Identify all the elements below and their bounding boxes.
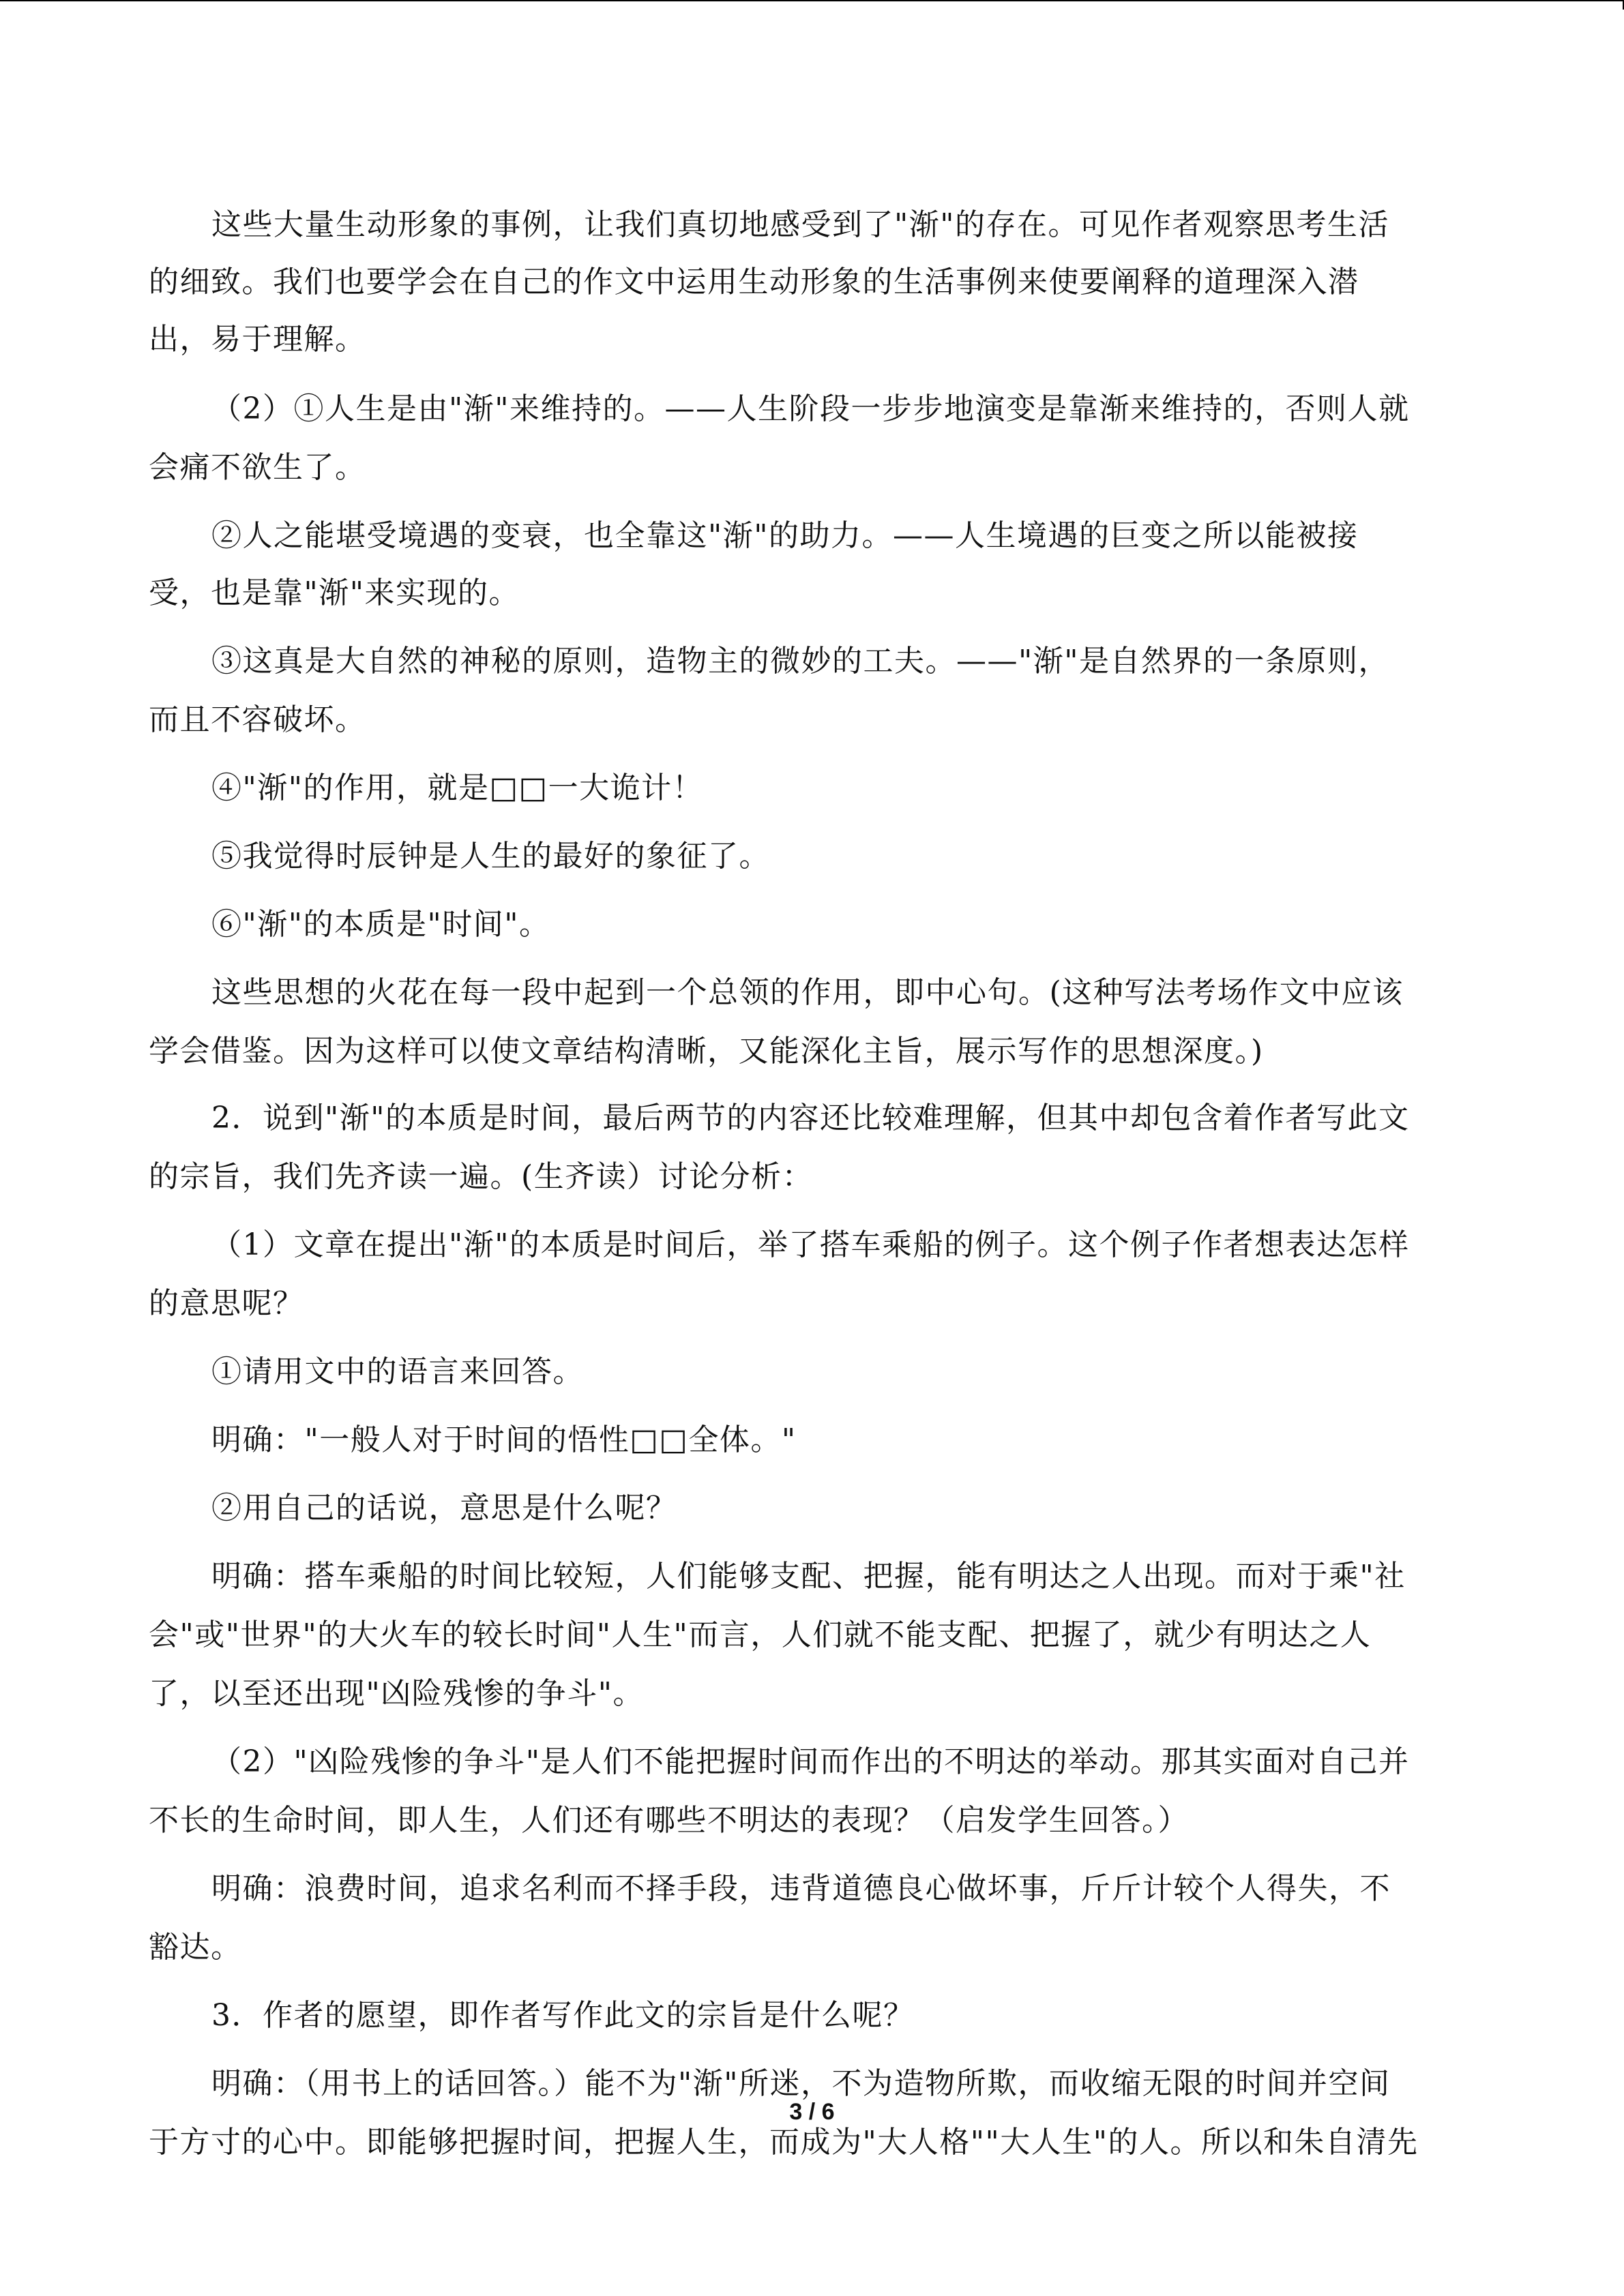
text-line-7: 受，也是靠"渐"来实现的。 [149,576,520,610]
text-line-1: 这些大量生动形象的事例，让我们真切地感受到了"渐"的存在。可见作者观察思考生活 [211,207,1389,242]
text-line-6: ②人之能堪受境遇的变衰，也全靠这"渐"的助力。——人生境遇的巨变之所以能被接 [211,518,1359,553]
text-line-10: ④"渐"的作用，就是□□一大诡计！ [211,771,704,805]
top-border-line [0,0,1624,1]
text-line-31: 于方寸的心中。即能够把握时间，把握人生，而成为"大人格""大人生"的人。所以和朱自清先 [149,2125,1419,2160]
text-line-2: 的细致。我们也要学会在自己的作文中运用生动形象的生活事例来使要阐释的道理深入潜 [149,265,1359,299]
page-number: 3 / 6 [789,2099,835,2125]
text-line-16: 的宗旨，我们先齐读一遍。(生齐读）讨论分析： [149,1159,814,1194]
text-line-26: 不长的生命时间，即人生，人们还有哪些不明达的表现？（启发学生回答。） [149,1803,1189,1838]
text-line-21: ②用自己的话说，意思是什么呢？ [211,1491,677,1525]
text-line-19: ①请用文中的语言来回答。 [211,1354,584,1389]
text-line-20: 明确："一般人对于时间的悟性□□全体。" [211,1422,797,1457]
text-line-4: （2）①人生是由"渐"来维持的。——人生阶段一步步地演变是靠渐来维持的，否则人就 [211,391,1410,426]
text-line-11: ⑤我觉得时辰钟是人生的最好的象征了。 [211,839,770,874]
text-line-29: 3．作者的愿望，即作者写作此文的宗旨是什么呢？ [211,1998,915,2033]
text-line-24: 了，以至还出现"凶险残惨的争斗"。 [149,1676,644,1711]
text-line-14: 学会借鉴。因为这样可以使文章结构清晰，又能深化主旨，展示写作的思想深度。) [149,1034,1264,1069]
text-line-3: 出，易于理解。 [149,322,366,357]
text-line-17: （1）文章在提出"渐"的本质是时间后，举了搭车乘船的例子。这个例子作者想表达怎样 [211,1227,1410,1262]
text-line-25: （2）"凶险残惨的争斗"是人们不能把握时间而作出的不明达的举动。那其实面对自己并 [211,1744,1410,1779]
text-line-9: 而且不容破坏。 [149,702,366,737]
text-line-28: 豁达。 [149,1930,242,1965]
text-line-23: 会"或"世界"的大火车的较长时间"人生"而言，人们就不能支配、把握了，就少有明达之人 [149,1617,1372,1652]
text-line-5: 会痛不欲生了。 [149,450,366,485]
text-line-15: 2．说到"渐"的本质是时间，最后两节的内容还比较难理解，但其中却包含着作者写此文 [211,1101,1410,1135]
text-line-22: 明确：搭车乘船的时间比较短，人们能够支配、把握，能有明达之人出现。而对于乘"社 [211,1559,1406,1594]
text-line-27: 明确：浪费时间，追求名利而不择手段，违背道德良心做坏事，斤斤计较个人得失，不 [211,1871,1391,1906]
text-line-12: ⑥"渐"的本质是"时间"。 [211,907,550,942]
text-line-18: 的意思呢？ [149,1286,304,1321]
text-line-8: ③这真是大自然的神秘的原则，造物主的微妙的工夫。——"渐"是自然界的一条原则， [211,644,1389,679]
text-line-30: 明确：（用书上的话回答。）能不为"渐"所迷，不为造物所欺，而收缩无限的时间并空间 [211,2066,1391,2101]
text-line-13: 这些思想的火花在每一段中起到一个总领的作用，即中心句。(这种写法考场作文中应该 [211,975,1404,1010]
